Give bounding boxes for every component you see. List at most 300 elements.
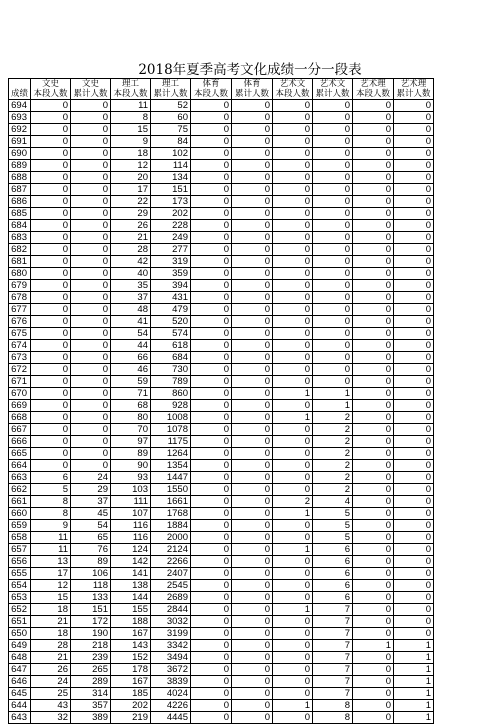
count-cell: 0	[394, 208, 434, 220]
count-cell: 0	[191, 256, 232, 268]
score-table	[8, 78, 434, 724]
count-cell: 0	[394, 340, 434, 352]
count-cell: 0	[71, 208, 111, 220]
table-row	[9, 292, 434, 304]
count-cell: 0	[31, 112, 71, 124]
score-cell: 669	[9, 400, 31, 412]
count-cell: 431	[151, 292, 191, 304]
count-cell: 29	[111, 208, 151, 220]
table-row	[9, 676, 434, 688]
score-cell: 651	[9, 616, 31, 628]
count-cell: 0	[232, 436, 273, 448]
count-cell: 0	[191, 268, 232, 280]
score-cell: 671	[9, 376, 31, 388]
count-cell: 0	[191, 688, 232, 700]
count-cell: 0	[232, 232, 273, 244]
count-cell: 6	[313, 580, 353, 592]
count-cell: 0	[71, 148, 111, 160]
score-cell: 678	[9, 292, 31, 304]
count-cell: 0	[191, 580, 232, 592]
table-row	[9, 556, 434, 568]
count-cell: 5	[31, 484, 71, 496]
table-row	[9, 712, 434, 724]
count-cell: 202	[111, 700, 151, 712]
score-cell: 660	[9, 508, 31, 520]
count-cell: 0	[273, 112, 313, 124]
count-cell: 0	[191, 244, 232, 256]
count-cell: 0	[191, 220, 232, 232]
count-cell: 0	[191, 496, 232, 508]
count-cell: 0	[313, 328, 353, 340]
count-cell: 0	[353, 616, 394, 628]
count-cell: 0	[31, 364, 71, 376]
count-cell: 0	[232, 700, 273, 712]
count-cell: 2	[313, 412, 353, 424]
count-cell: 0	[71, 292, 111, 304]
count-cell: 54	[71, 520, 111, 532]
count-cell: 0	[273, 340, 313, 352]
count-cell: 0	[191, 700, 232, 712]
table-row	[9, 496, 434, 508]
score-cell: 689	[9, 160, 31, 172]
column-header-group: 体育	[202, 79, 220, 89]
table-row	[9, 472, 434, 484]
count-cell: 84	[151, 136, 191, 148]
count-cell: 0	[191, 484, 232, 496]
count-cell: 0	[273, 580, 313, 592]
count-cell: 2266	[151, 556, 191, 568]
column-header-label: 本段人数	[275, 89, 310, 99]
count-cell: 0	[273, 208, 313, 220]
count-cell: 0	[353, 220, 394, 232]
count-cell: 0	[394, 148, 434, 160]
count-cell: 0	[71, 232, 111, 244]
count-cell: 3839	[151, 676, 191, 688]
count-cell: 0	[191, 112, 232, 124]
count-cell: 1768	[151, 508, 191, 520]
count-cell: 7	[313, 676, 353, 688]
column-header	[273, 79, 313, 100]
count-cell: 7	[313, 652, 353, 664]
count-cell: 0	[191, 568, 232, 580]
count-cell: 0	[313, 316, 353, 328]
count-cell: 26	[31, 664, 71, 676]
score-cell: 663	[9, 472, 31, 484]
count-cell: 0	[71, 352, 111, 364]
count-cell: 7	[313, 640, 353, 652]
count-cell: 0	[394, 292, 434, 304]
count-cell: 143	[111, 640, 151, 652]
count-cell: 1	[394, 640, 434, 652]
count-cell: 0	[353, 568, 394, 580]
count-cell: 106	[71, 568, 111, 580]
count-cell: 0	[394, 352, 434, 364]
table-row	[9, 664, 434, 676]
count-cell: 0	[273, 520, 313, 532]
count-cell: 1	[394, 664, 434, 676]
count-cell: 0	[31, 232, 71, 244]
count-cell: 0	[191, 208, 232, 220]
count-cell: 1550	[151, 484, 191, 496]
table-row	[9, 628, 434, 640]
count-cell: 1	[273, 508, 313, 520]
count-cell: 0	[313, 352, 353, 364]
count-cell: 0	[273, 196, 313, 208]
score-cell: 693	[9, 112, 31, 124]
table-row	[9, 520, 434, 532]
count-cell: 89	[111, 448, 151, 460]
count-cell: 0	[232, 316, 273, 328]
table-row	[9, 424, 434, 436]
count-cell: 0	[273, 328, 313, 340]
column-header	[394, 79, 434, 100]
column-header-label: 累计人数	[315, 89, 350, 99]
count-cell: 0	[313, 112, 353, 124]
count-cell: 0	[313, 280, 353, 292]
table-row	[9, 412, 434, 424]
count-cell: 0	[191, 400, 232, 412]
count-cell: 0	[313, 136, 353, 148]
count-cell: 0	[353, 700, 394, 712]
column-header-group: 理工	[161, 79, 179, 89]
count-cell: 0	[232, 568, 273, 580]
count-cell: 0	[394, 196, 434, 208]
count-cell: 9	[31, 520, 71, 532]
count-cell: 479	[151, 304, 191, 316]
count-cell: 0	[313, 208, 353, 220]
count-cell: 265	[71, 664, 111, 676]
count-cell: 0	[191, 652, 232, 664]
count-cell: 1	[273, 604, 313, 616]
count-cell: 0	[353, 208, 394, 220]
count-cell: 0	[394, 388, 434, 400]
count-cell: 0	[31, 100, 71, 112]
count-cell: 167	[111, 676, 151, 688]
count-cell: 151	[71, 604, 111, 616]
count-cell: 0	[71, 136, 111, 148]
table-row	[9, 340, 434, 352]
count-cell: 0	[273, 184, 313, 196]
score-cell: 684	[9, 220, 31, 232]
table-row	[9, 484, 434, 496]
count-cell: 0	[31, 436, 71, 448]
count-cell: 0	[394, 268, 434, 280]
count-cell: 188	[111, 616, 151, 628]
count-cell: 0	[313, 148, 353, 160]
count-cell: 357	[71, 700, 111, 712]
column-header-label: 本段人数	[193, 89, 228, 99]
count-cell: 0	[232, 448, 273, 460]
count-cell: 0	[273, 556, 313, 568]
count-cell: 0	[232, 712, 273, 724]
count-cell: 0	[191, 148, 232, 160]
count-cell: 0	[353, 196, 394, 208]
count-cell: 0	[191, 376, 232, 388]
count-cell: 0	[353, 592, 394, 604]
count-cell: 1	[394, 652, 434, 664]
count-cell: 1884	[151, 520, 191, 532]
count-cell: 0	[313, 184, 353, 196]
count-cell: 0	[232, 604, 273, 616]
count-cell: 0	[31, 160, 71, 172]
count-cell: 0	[313, 292, 353, 304]
count-cell: 2545	[151, 580, 191, 592]
count-cell: 0	[232, 148, 273, 160]
table-row	[9, 688, 434, 700]
count-cell: 0	[353, 352, 394, 364]
count-cell: 0	[394, 172, 434, 184]
count-cell: 0	[232, 640, 273, 652]
score-cell: 643	[9, 712, 31, 724]
count-cell: 0	[191, 472, 232, 484]
count-cell: 18	[31, 628, 71, 640]
count-cell: 0	[353, 484, 394, 496]
count-cell: 103	[111, 484, 151, 496]
count-cell: 18	[31, 604, 71, 616]
count-cell: 2	[313, 460, 353, 472]
count-cell: 1078	[151, 424, 191, 436]
count-cell: 0	[232, 364, 273, 376]
count-cell: 0	[273, 136, 313, 148]
count-cell: 0	[353, 604, 394, 616]
count-cell: 359	[151, 268, 191, 280]
count-cell: 9	[111, 136, 151, 148]
score-cell: 662	[9, 484, 31, 496]
column-header	[71, 79, 111, 100]
count-cell: 0	[353, 268, 394, 280]
count-cell: 0	[232, 472, 273, 484]
count-cell: 7	[313, 628, 353, 640]
table-header-row	[9, 79, 434, 100]
count-cell: 167	[111, 628, 151, 640]
score-cell: 670	[9, 388, 31, 400]
count-cell: 2	[313, 424, 353, 436]
count-cell: 80	[111, 412, 151, 424]
count-cell: 218	[71, 640, 111, 652]
count-cell: 76	[71, 544, 111, 556]
count-cell: 0	[353, 496, 394, 508]
count-cell: 0	[273, 424, 313, 436]
count-cell: 0	[353, 160, 394, 172]
count-cell: 0	[273, 280, 313, 292]
table-row	[9, 196, 434, 208]
score-cell: 647	[9, 664, 31, 676]
count-cell: 7	[313, 604, 353, 616]
count-cell: 0	[232, 676, 273, 688]
count-cell: 0	[394, 280, 434, 292]
count-cell: 0	[353, 556, 394, 568]
count-cell: 0	[353, 136, 394, 148]
table-row	[9, 136, 434, 148]
count-cell: 21	[31, 616, 71, 628]
count-cell: 22	[111, 196, 151, 208]
count-cell: 4226	[151, 700, 191, 712]
count-cell: 24	[71, 472, 111, 484]
count-cell: 0	[273, 484, 313, 496]
table-row	[9, 460, 434, 472]
count-cell: 0	[273, 220, 313, 232]
count-cell: 0	[394, 460, 434, 472]
column-header-label: 成绩	[10, 89, 28, 99]
count-cell: 0	[232, 340, 273, 352]
column-header	[9, 79, 31, 100]
column-header-label: 累计人数	[396, 89, 431, 99]
column-header-group: 艺术文	[279, 79, 306, 89]
count-cell: 2844	[151, 604, 191, 616]
count-cell: 89	[71, 556, 111, 568]
table-row	[9, 352, 434, 364]
count-cell: 93	[111, 472, 151, 484]
score-cell: 692	[9, 124, 31, 136]
count-cell: 32	[31, 712, 71, 724]
count-cell: 0	[232, 208, 273, 220]
count-cell: 0	[353, 304, 394, 316]
table-row	[9, 280, 434, 292]
count-cell: 0	[313, 256, 353, 268]
count-cell: 7	[313, 664, 353, 676]
count-cell: 0	[394, 544, 434, 556]
count-cell: 0	[191, 160, 232, 172]
column-header-label: 本段人数	[33, 89, 68, 99]
table-row	[9, 256, 434, 268]
count-cell: 0	[31, 352, 71, 364]
table-row	[9, 232, 434, 244]
table-row	[9, 172, 434, 184]
table-row	[9, 304, 434, 316]
page-title: 2018年夏季高考文化成绩一分一段表	[138, 62, 362, 78]
count-cell: 4024	[151, 688, 191, 700]
count-cell: 7	[313, 688, 353, 700]
score-cell: 667	[9, 424, 31, 436]
count-cell: 314	[71, 688, 111, 700]
count-cell: 37	[71, 496, 111, 508]
table-row	[9, 244, 434, 256]
count-cell: 0	[394, 376, 434, 388]
count-cell: 1354	[151, 460, 191, 472]
count-cell: 0	[191, 328, 232, 340]
count-cell: 0	[313, 376, 353, 388]
count-cell: 0	[71, 424, 111, 436]
count-cell: 0	[191, 316, 232, 328]
count-cell: 13	[31, 556, 71, 568]
score-cell: 674	[9, 340, 31, 352]
count-cell: 0	[353, 544, 394, 556]
count-cell: 0	[191, 520, 232, 532]
count-cell: 0	[31, 412, 71, 424]
column-header	[191, 79, 232, 100]
count-cell: 0	[232, 556, 273, 568]
count-cell: 0	[71, 340, 111, 352]
count-cell: 0	[191, 712, 232, 724]
count-cell: 1	[313, 400, 353, 412]
count-cell: 21	[111, 232, 151, 244]
count-cell: 1	[273, 388, 313, 400]
count-cell: 66	[111, 352, 151, 364]
count-cell: 155	[111, 604, 151, 616]
count-cell: 142	[111, 556, 151, 568]
count-cell: 0	[394, 484, 434, 496]
count-cell: 29	[71, 484, 111, 496]
count-cell: 15	[31, 592, 71, 604]
count-cell: 0	[31, 376, 71, 388]
count-cell: 4	[313, 496, 353, 508]
column-header-group: 体育	[243, 79, 261, 89]
count-cell: 0	[394, 436, 434, 448]
table-row	[9, 580, 434, 592]
count-cell: 0	[313, 220, 353, 232]
column-header-group: 艺术文	[319, 79, 346, 89]
count-cell: 0	[232, 424, 273, 436]
score-cell: 685	[9, 208, 31, 220]
count-cell: 0	[232, 268, 273, 280]
count-cell: 46	[111, 364, 151, 376]
count-cell: 228	[151, 220, 191, 232]
count-cell: 0	[232, 688, 273, 700]
count-cell: 0	[71, 400, 111, 412]
count-cell: 0	[394, 232, 434, 244]
count-cell: 0	[273, 172, 313, 184]
count-cell: 0	[394, 424, 434, 436]
count-cell: 44	[111, 340, 151, 352]
score-cell: 680	[9, 268, 31, 280]
count-cell: 97	[111, 436, 151, 448]
column-header-group: 艺术理	[400, 79, 427, 89]
count-cell: 0	[273, 436, 313, 448]
count-cell: 0	[313, 160, 353, 172]
count-cell: 41	[111, 316, 151, 328]
count-cell: 0	[191, 304, 232, 316]
count-cell: 0	[232, 484, 273, 496]
count-cell: 141	[111, 568, 151, 580]
column-header-label: 本段人数	[113, 89, 148, 99]
column-header-group: 文史	[81, 79, 99, 89]
score-cell: 672	[9, 364, 31, 376]
count-cell: 116	[111, 532, 151, 544]
count-cell: 144	[111, 592, 151, 604]
table-row	[9, 652, 434, 664]
count-cell: 138	[111, 580, 151, 592]
count-cell: 0	[273, 616, 313, 628]
count-cell: 0	[353, 688, 394, 700]
count-cell: 42	[111, 256, 151, 268]
count-cell: 2	[313, 472, 353, 484]
count-cell: 0	[353, 412, 394, 424]
count-cell: 1	[273, 412, 313, 424]
count-cell: 70	[111, 424, 151, 436]
count-cell: 928	[151, 400, 191, 412]
count-cell: 0	[191, 592, 232, 604]
count-cell: 0	[71, 172, 111, 184]
count-cell: 6	[313, 544, 353, 556]
count-cell: 0	[31, 148, 71, 160]
count-cell: 0	[31, 268, 71, 280]
count-cell: 8	[313, 712, 353, 724]
count-cell: 0	[232, 328, 273, 340]
count-cell: 0	[273, 124, 313, 136]
count-cell: 8	[111, 112, 151, 124]
count-cell: 0	[353, 472, 394, 484]
count-cell: 0	[71, 220, 111, 232]
count-cell: 0	[71, 328, 111, 340]
count-cell: 0	[353, 244, 394, 256]
score-cell: 664	[9, 460, 31, 472]
count-cell: 0	[273, 304, 313, 316]
count-cell: 0	[31, 304, 71, 316]
count-cell: 0	[31, 316, 71, 328]
count-cell: 43	[31, 700, 71, 712]
count-cell: 0	[191, 616, 232, 628]
count-cell: 0	[353, 280, 394, 292]
